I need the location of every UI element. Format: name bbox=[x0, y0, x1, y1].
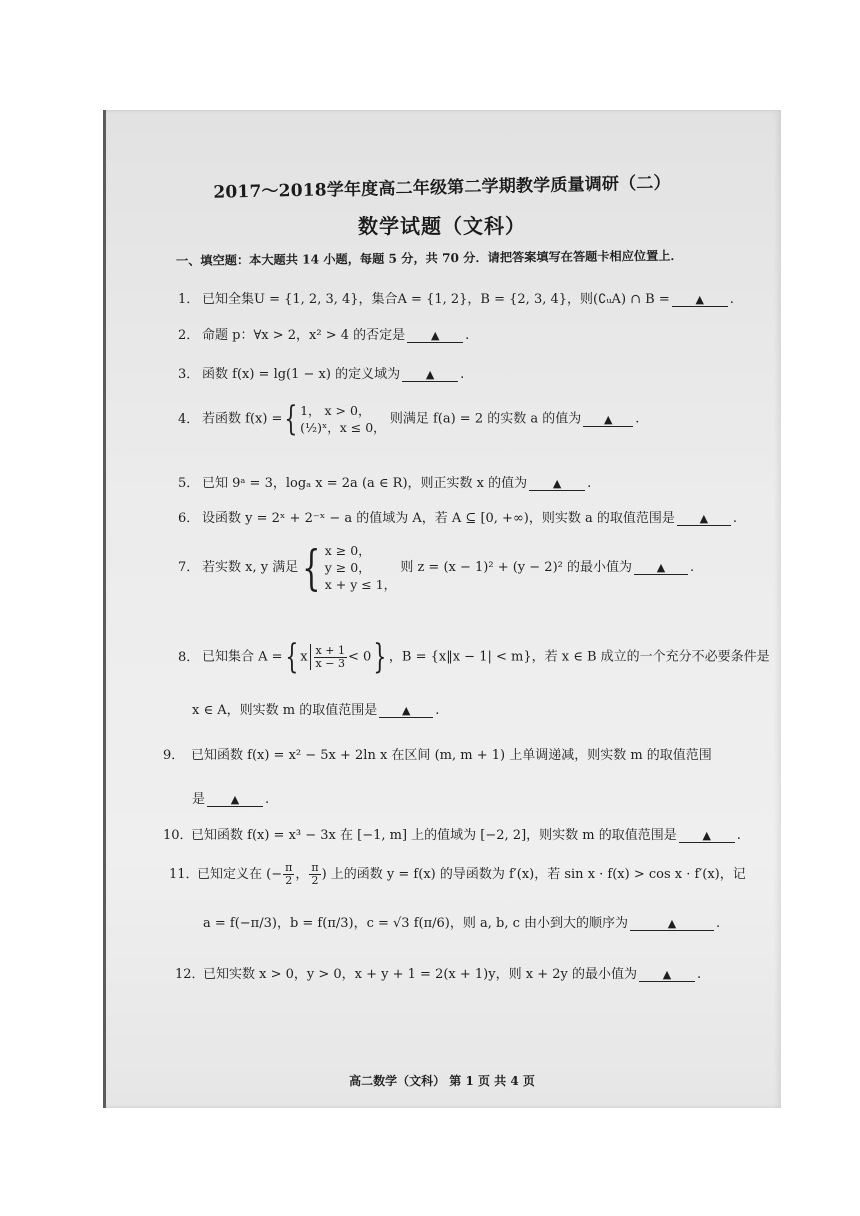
fraction-pi-2: $\frac{\pi}{2}$ bbox=[285, 861, 293, 887]
question-2: 2． 命题 p：∀x > 2，x² > 4 的否定是 ▲ . bbox=[178, 328, 470, 343]
exam-title: 2017～2018学年度高二年级第二学期教学质量调研（二） bbox=[213, 173, 671, 203]
answer-blank: ▲ bbox=[677, 513, 731, 526]
fraction-pi-2: $\frac{\pi}{2}$ bbox=[311, 861, 319, 887]
question-8-line-2: x ∈ A，则实数 m 的取值范围是 ▲ . bbox=[192, 703, 440, 718]
question-10: 10．已知函数 f(x) = x³ − 3x 在 [−1, m] 上的值域为 [−2, 2]，则实数 m 的取值范围是 ▲ . bbox=[163, 828, 741, 843]
question-4: 4． 若函数 f(x) ={ 1， x > 0， (½)ˣ，x ≤ 0， 则满足 f(a) = 2 的实数 a 的值为 ▲ . bbox=[178, 399, 640, 439]
question-12: 12．已知实数 x > 0，y > 0，x + y + 1 = 2(x + 1)y，则 x + 2y 的最小值为 ▲ . bbox=[175, 967, 702, 982]
exam-subtitle: 数学试题（文科） bbox=[358, 214, 526, 238]
exam-page bbox=[103, 110, 781, 1108]
answer-blank: ▲ bbox=[583, 414, 633, 427]
question-9-line-2: 是 ▲ . bbox=[192, 792, 270, 807]
question-11: 11．已知定义在 (− $\frac{\pi}{2}$ ， $\frac{\pi}{2}$ ) 上的函数 y = f(x) 的导函数为 f′(x)，若 sin x · f(x) > cos x · f′(x)，记 bbox=[169, 861, 746, 887]
answer-blank: ▲ bbox=[529, 478, 585, 491]
question-11-line-2: a = f(−π/3)，b = f(π/3)，c = √3 f(π/6)，则 a, b, c 由小到大的顺序为 ▲ . bbox=[203, 916, 721, 931]
answer-blank: ▲ bbox=[207, 794, 263, 807]
question-3: 3． 函数 f(x) = lg(1 − x) 的定义域为 ▲ . bbox=[178, 367, 465, 382]
piecewise-cases: 1， x > 0， (½)ˣ，x ≤ 0， bbox=[300, 403, 386, 435]
answer-blank: ▲ bbox=[639, 969, 695, 982]
question-1: 1． 已知全集U = {1, 2, 3, 4}，集合A = {1, 2}，B = {2, 3, 4}，则(∁ᵤA) ∩ B = ▲ . bbox=[178, 292, 734, 307]
answer-blank: ▲ bbox=[630, 918, 714, 931]
question-7: 7． 若实数 x, y 满足{ x ≥ 0， y ≥ 0， x + y ≤ 1， 则 z = (x − 1)² + (y − 2)² 的最小值为 ▲ . bbox=[178, 539, 695, 596]
question-5: 5． 已知 9ᵃ = 3，logₐ x = 2a (a ∈ R)，则正实数 x 的值为 ▲ . bbox=[178, 476, 592, 491]
answer-blank: ▲ bbox=[379, 705, 433, 718]
section-heading: 一、填空题：本大题共 14 小题，每题 5 分，共 70 分．请把答案填写在答题卡相应位置上． bbox=[175, 248, 683, 268]
page-footer: 高二数学（文科） 第 1 页 共 4 页 bbox=[349, 1074, 535, 1088]
answer-blank: ▲ bbox=[672, 294, 728, 307]
answer-blank: ▲ bbox=[407, 330, 463, 343]
question-9: 9． 已知函数 f(x) = x² − 5x + 2ln x 在区间 (m, m + 1) 上单调递减，则实数 m 的取值范围 bbox=[163, 748, 712, 763]
question-6: 6． 设函数 y = 2ˣ + 2⁻ˣ − a 的值域为 A，若 A ⊆ [0, +∞)，则实数 a 的取值范围是 ▲ . bbox=[178, 511, 738, 526]
question-8: 8． 已知集合 A ={ x $\frac{x + 1}{x - 3}$ < 0} ，B = {x‖x − 1| < m}，若 x ∈ B 成立的一个充分不必要条件是 bbox=[178, 637, 770, 677]
answer-blank: ▲ bbox=[402, 369, 458, 382]
answer-blank: ▲ bbox=[634, 562, 688, 575]
answer-blank: ▲ bbox=[679, 830, 735, 843]
constraint-cases: x ≥ 0， y ≥ 0， x + y ≤ 1， bbox=[324, 543, 397, 592]
fraction: $\frac{x + 1}{x - 3}$ bbox=[315, 643, 345, 670]
